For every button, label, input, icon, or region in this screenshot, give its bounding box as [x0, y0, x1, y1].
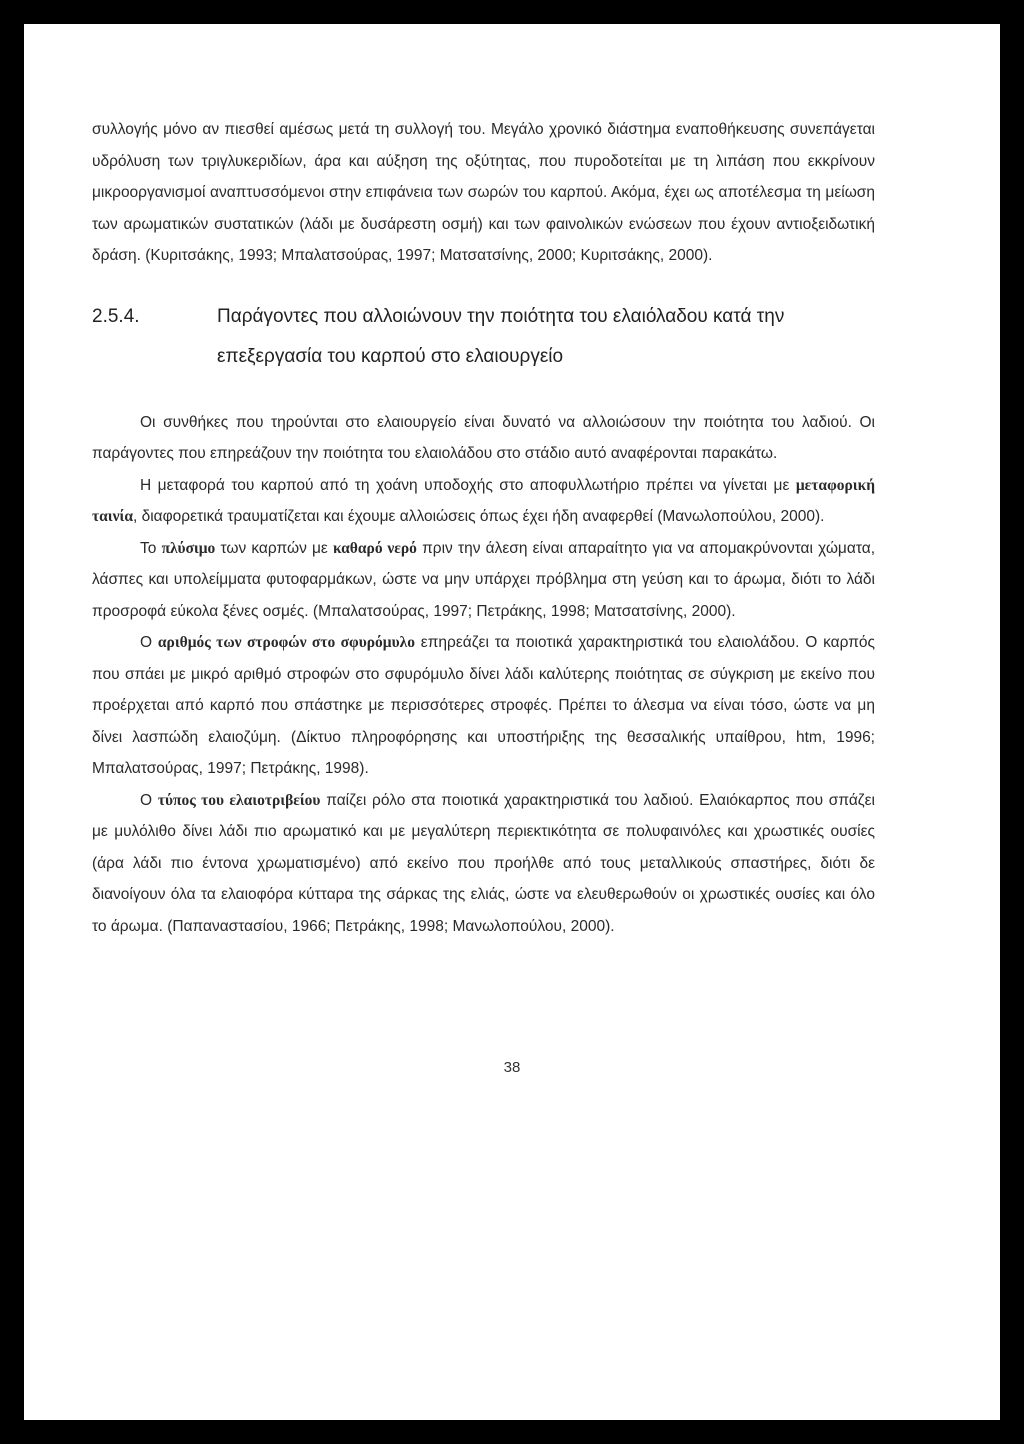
- paragraph-washing: [92, 533, 875, 628]
- bold-term: τύπος του ελαιοτριβείου: [157, 791, 321, 809]
- paragraph-mill-type: [92, 785, 875, 943]
- page-number: 38: [503, 1059, 521, 1076]
- text-run: Η μεταφορά του καρπού από τη χοάνη υποδοχής στο αποφυλλωτήριο πρέπει να γίνεται με: [140, 476, 796, 494]
- bold-term: πλύσιμο: [161, 539, 216, 557]
- paragraph-conveyor: [92, 470, 875, 533]
- intro-paragraph: συλλογής μόνο αν πιεσθεί αμέσως μετά τη συλλογή του. Μεγάλο χρονικό διάστημα εναποθήκευσης συνεπάγεται υδρόλυση των τριγλυκεριδίων, άρα και αύξηση της οξύτητας, που πυροδοτείται με τη λιπάση που εκκρίνουν μικροοργανισμοί αναπτυσσόμενοι στην επιφάνεια των σωρών του καρπού. Ακόμα, έχει ως αποτέλεσμα τη μείωση των αρωματικών συστατικών (λάδι με δυσάρεστη οσμή) και των φαινολικών ενώσεων που έχουν αντιοξειδωτική δράση. (Κυριτσάκης, 1993; Μπαλατσούρας, 1997; Ματσατσίνης, 2000; Κυριτσάκης, 2000).: [92, 121, 875, 264]
- bold-term: μεταφορική ταινία: [92, 476, 875, 525]
- text-run: παίζει ρόλο στα ποιοτικά χαρακτηριστικά του λαδιού. Ελαιόκαρπος που σπάζει με μυλόλιθο δίνει λάδι πιο αρωματικό και με μεγαλύτερη περιεκτικότητα σε πολυφαινόλες και χρωστικές ουσίες (άρα λάδι πιο έντονα χρωματισμένο) από εκείνο που προήλθε από τους μεταλλικούς σπαστήρες, διότι δε διανοίγουν όλα τα ελαιοφόρα κύτταρα της σάρκας της ελιάς, ώστε να ελευθερωθούν οι χρωστικές ουσίες και όλο το άρωμα. (Παπαναστασίου, 1966; Πετράκης, 1998; Μανωλοπούλου, 2000).: [92, 791, 875, 935]
- spacer: [92, 377, 875, 407]
- section-title: Παράγοντες που αλλοιώνουν την ποιότητα του ελαιόλαδου κατά την επεξεργασία του καρπού στο ελαιουργείο: [217, 305, 785, 367]
- section-number: 2.5.4.: [92, 305, 140, 327]
- text-run: πριν την άλεση είναι απαραίτητο για να απομακρύνονται χώματα, λάσπες και υπολείμματα φυτοφαρμάκων, ώστε να μην υπάρχει πρόβλημα στη γεύση και το άρωμα, διότι το λάδι προσροφά εύκολα ξένες οσμές. (Μπαλατσούρας, 1997; Πετράκης, 1998; Ματσατσίνης, 2000).: [92, 539, 875, 620]
- bold-term: αριθμός των στροφών στο σφυρόμυλο: [157, 634, 415, 651]
- section-heading: [92, 297, 875, 377]
- text-run: Ο: [140, 634, 158, 651]
- text-run: Ο: [140, 791, 158, 809]
- paragraph-hammer-mill: [92, 627, 875, 785]
- text-run: επηρεάζει τα ποιοτικά χαρακτηριστικά του ελαιολάδου. Ο καρπός που σπάει με μικρό αριθμό στροφών στο σφυρόμυλο δίνει λάδι καλύτερης ποιότητας σε σύγκριση με εκείνο που προέρχεται από καρπό που σπάστηκε με περισσότερες στροφές. Πρέπει το άλεσμα να είναι τόσο, ώστε να μη δίνει λασπώδη ελαιοζύμη. (Δίκτυο πληροφόρησης και υποστήριξης της θεσσαλικής υπαίθρου, htm, 1996; Μπαλατσούρας, 1997; Πετράκης, 1998).: [92, 634, 875, 777]
- bold-term: καθαρό νερό: [333, 539, 417, 557]
- text-run: των καρπών με: [215, 539, 333, 557]
- document-page: [24, 24, 1000, 1420]
- document-body: [92, 114, 875, 942]
- text-run: , διαφορετικά τραυματίζεται και έχουμε αλλοιώσεις όπως έχει ήδη αναφερθεί (Μανωλοπούλου, 2000).: [132, 508, 825, 525]
- text-run: Το: [140, 539, 162, 557]
- paragraph-conditions: Οι συνθήκες που τηρούνται στο ελαιουργείο είναι δυνατό να αλλοιώσουν την ποιότητα του λαδιού. Οι παράγοντες που επηρεάζουν την ποιότητα του ελαιολάδου στο στάδιο αυτό αναφέρονται παρακάτω.: [92, 413, 875, 462]
